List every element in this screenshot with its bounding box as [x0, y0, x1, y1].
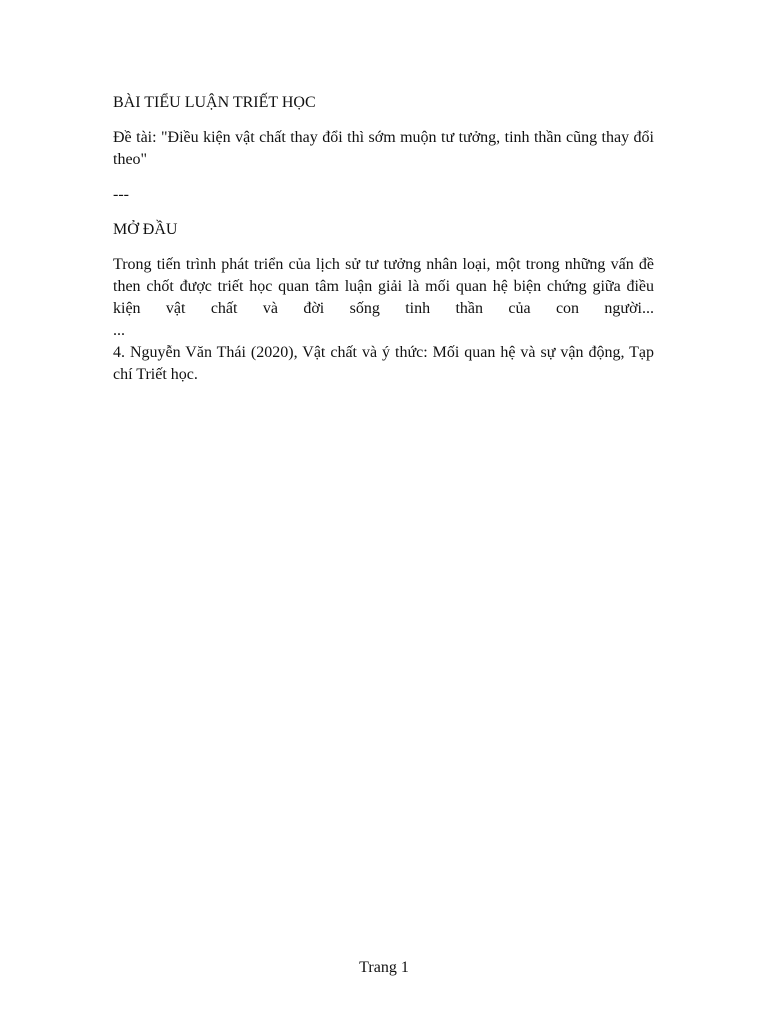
section-heading: MỞ ĐẦU: [113, 221, 178, 238]
document-body: [113, 92, 658, 386]
intro-paragraph: Trong tiến trình phát triển của lịch sử tư tưởng nhân loại, một trong những vấn đề then chốt được triết học quan tâm luận giải là mối quan hệ biện chứng giữa điều kiện vật chất và đời sống tinh thần của con người...: [113, 256, 658, 317]
page-number: Trang 1: [359, 959, 409, 976]
separator-line: ---: [113, 186, 129, 203]
document-topic: Đề tài: "Điều kiện vật chất thay đổi thì sớm muộn tư tưởng, tinh thần cũng thay đổi theo": [113, 129, 658, 168]
reference-entry: 4. Nguyễn Văn Thái (2020), Vật chất và ý thức: Mối quan hệ và sự vận động, Tạp chí Triết học.: [113, 344, 658, 383]
document-title: BÀI TIỂU LUẬN TRIẾT HỌC: [113, 94, 316, 111]
omission-ellipsis: ...: [113, 322, 125, 339]
